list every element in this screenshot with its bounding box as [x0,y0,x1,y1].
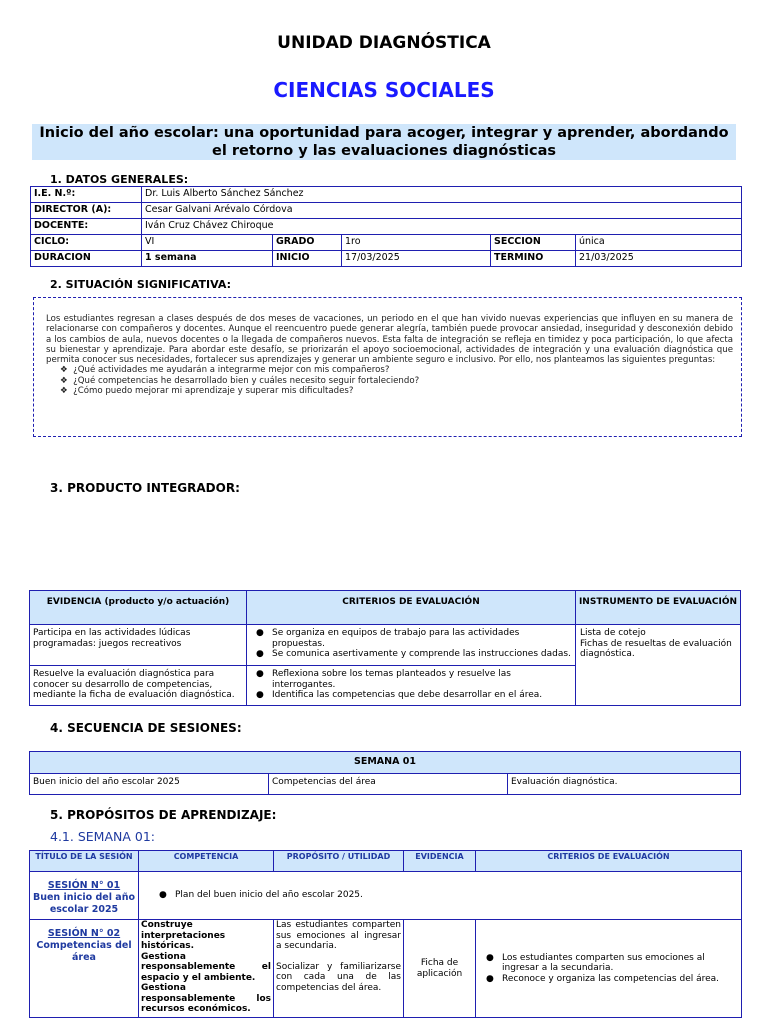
criterios-cell [247,666,576,706]
criterio-item: ● Identifica las competencias que debe desarrollar en el área. [272,690,572,701]
propositos-heading: 5. PROPÓSITOS DE APRENDIZAJE: [50,808,277,822]
sesion-2-competencia [139,920,274,1018]
criterios-cell [247,625,576,666]
sesion-2-evidencia: Ficha de aplicación [404,920,476,1018]
criterio-item: ● Los estudiantes comparten sus emociones al ingresar a la secundaria. [502,953,737,974]
col-criterios: CRITERIOS DE EVALUACIÓN [476,851,742,872]
evidencia-cell: Resuelve la evaluación diagnóstica para conocer su desarrollo de competencias, mediante la ficha de evaluación diagnóstica. [30,666,247,706]
ie-label: I.E. N.º: [31,187,142,203]
ciclo-label: CICLO: [31,235,142,251]
instrumento-1: Lista de cotejo [580,628,646,638]
evaluacion-table [29,590,741,706]
grado-label: GRADO [273,235,342,251]
director-value: Cesar Galvani Arévalo Córdova [142,203,742,219]
seccion-label: SECCION [491,235,576,251]
seccion-value: única [576,235,742,251]
col-titulo: TÍTULO DE LA SESIÓN [30,851,139,872]
secuencia-heading: 4. SECUENCIA DE SESIONES: [50,721,242,735]
semana-header: SEMANA 01 [30,752,741,774]
sesion-cell: Buen inicio del año escolar 2025 [30,774,269,795]
ciclo-value: VI [142,235,273,251]
instrumento-cell [576,625,741,706]
inicio-value: 17/03/2025 [342,251,491,267]
criterio-item: ● Reconoce y organiza las competencias del área. [502,974,737,985]
area-title: CIENCIAS SOCIALES [273,78,495,102]
sesion-2-title: Competencias del área [36,940,132,963]
sesion-1-plan [139,872,742,920]
situacion-text: Los estudiantes regresan a clases después de dos meses de vacaciones, un periodo en el que han vivido nuevas experiencias que influyen en su manera de relacionarse con compañeros y docentes. Aunque el reencuentro puede generar alegría, también puede provocar ansiedad, inseguridad y desconexión debido a los cambios de aula, nuevos docentes o la llegada de compañeros nuevos. Esta falta de integración se refleja en timidez y poca participación, lo que afecta su bienestar y aprendizaje. Para abordar este desafío, se priorizarán el apoyo socioemocional, actividades de integración y una evaluación diagnóstica que permita conocer sus necesidades, fortalecer sus aprendizajes y generar un ambiente seguro e inclusivo. Por ello, nos planteamos las siguientes preguntas: [46,314,733,366]
sesion-cell: Evaluación diagnóstica. [508,774,741,795]
criterio-item: ● Reflexiona sobre los temas planteados y resuelve las interrogantes. [272,669,572,690]
sesion-cell: Competencias del área [269,774,508,795]
sesion-2-proposito [274,920,404,1018]
propositos-table [29,850,742,1018]
inicio-label: INICIO [273,251,342,267]
question-item: ❖ ¿Cómo puedo mejorar mi aprendizaje y superar mis dificultades? [60,386,354,397]
instrumento-2: Fichas de resueltas de evaluación diagnóstica. [580,638,732,659]
col-evidencia: EVIDENCIA [404,851,476,872]
grado-value: 1ro [342,235,491,251]
proposito-item: Las estudiantes comparten sus emociones al ingresar a secundaria. [276,920,401,951]
sesion-2-criterios [476,920,742,1018]
question-item: ❖ ¿Qué competencias he desarrollado bien y cuáles necesito seguir fortaleciendo? [60,375,420,386]
situacion-heading: 2. SITUACIÓN SIGNIFICATIVA: [50,278,232,291]
col-competencia: COMPETENCIA [139,851,274,872]
sesion-2-title-cell [30,920,139,1018]
competencia-item: Gestiona responsablemente el espacio y el ambiente. [141,951,271,983]
question-item: ❖ ¿Qué actividades me ayudarán a integrarme mejor con mis compañeros? [60,365,390,376]
docente-value: Iván Cruz Chávez Chiroque [142,219,742,235]
termino-value: 21/03/2025 [576,251,742,267]
competencia-item: Gestiona responsablemente los recursos económicos. [141,983,271,1014]
plan-item: ● Plan del buen inicio del año escolar 2025. [175,890,740,901]
termino-label: TERMINO [491,251,576,267]
sesion-2-number: SESIÓN N° 02 [47,928,121,939]
general-heading: 1. DATOS GENERALES: [50,173,189,186]
duracion-value: 1 semana [142,251,273,267]
col-proposito: PROPÓSITO / UTILIDAD [274,851,404,872]
sesion-1-title-cell [30,872,139,920]
evidencia-cell: Participa en las actividades lúdicas programadas: juegos recreativos [30,625,247,666]
unit-title: UNIDAD DIAGNÓSTICA [277,33,491,53]
col-criterios: CRITERIOS DE EVALUACIÓN [247,591,576,625]
situacion-questions [34,365,741,396]
propositos-subheading: 4.1. SEMANA 01: [50,829,155,844]
competencia-item: Construye interpretaciones históricas. [141,920,226,951]
docente-label: DOCENTE: [31,219,142,235]
criterio-item: ● Se comunica asertivamente y comprende las instrucciones dadas. [272,649,572,660]
situacion-box [33,297,742,437]
ie-value: Dr. Luis Alberto Sánchez Sánchez [142,187,742,203]
director-label: DIRECTOR (A): [31,203,142,219]
col-instrumento: INSTRUMENTO DE EVALUACIÓN [576,591,741,625]
secuencia-table [29,751,741,795]
producto-heading: 3. PRODUCTO INTEGRADOR: [50,481,240,495]
duracion-label: DURACION [31,251,142,267]
sesion-1-number: SESIÓN N° 01 [47,880,121,891]
col-evidencia: EVIDENCIA (producto y/o actuación) [30,591,247,625]
general-table [30,186,742,267]
session-title: Inicio del año escolar: una oportunidad para acoger, integrar y aprender, abordando el retorno y las evaluaciones diagnósticas [32,124,736,160]
sesion-1-title: Buen inicio del año escolar 2025 [32,892,136,915]
proposito-item: Socializar y familiarizarse con cada una de las competencias del área. [276,961,401,993]
criterio-item: ● Se organiza en equipos de trabajo para las actividades propuestas. [272,628,572,649]
